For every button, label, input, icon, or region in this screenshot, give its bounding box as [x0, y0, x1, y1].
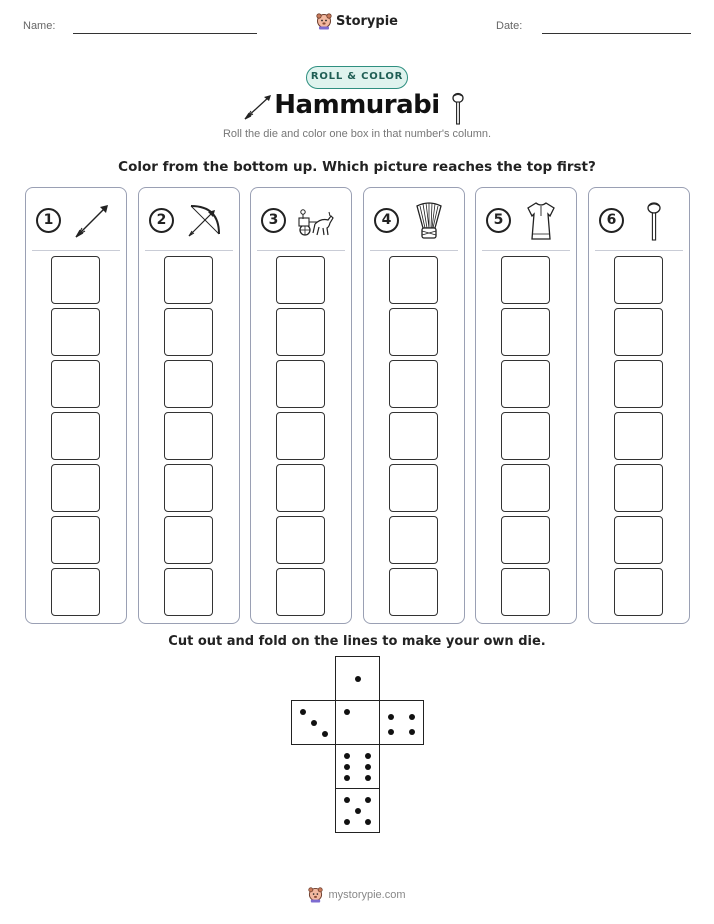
color-box[interactable]: [389, 412, 438, 460]
column-number-5: 5: [486, 208, 511, 233]
color-box[interactable]: [501, 516, 550, 564]
color-box[interactable]: [276, 568, 325, 616]
die-face-6[interactable]: [335, 744, 380, 789]
column-5: [475, 187, 577, 624]
column-number-3: 3: [261, 208, 286, 233]
color-box[interactable]: [276, 308, 325, 356]
color-box[interactable]: [501, 360, 550, 408]
column-number-6: 6: [599, 208, 624, 233]
column-2: [138, 187, 240, 624]
color-box[interactable]: [276, 256, 325, 304]
brand-logo: [0, 12, 714, 30]
color-box[interactable]: [51, 412, 100, 460]
color-box[interactable]: [614, 308, 663, 356]
roll-and-color-badge: ROLL & COLOR: [306, 66, 408, 89]
color-box[interactable]: [614, 360, 663, 408]
color-box[interactable]: [51, 516, 100, 564]
cut-instruction: Cut out and fold on the lines to make your own die.: [168, 634, 546, 649]
color-box[interactable]: [164, 256, 213, 304]
color-box[interactable]: [51, 360, 100, 408]
brand-name: Storypie: [336, 13, 398, 29]
name-line[interactable]: [73, 33, 257, 34]
color-box[interactable]: [164, 308, 213, 356]
column-6: [588, 187, 690, 624]
color-box[interactable]: [276, 412, 325, 460]
die-face-5[interactable]: [335, 788, 380, 833]
footer: [0, 886, 714, 903]
column-1: [25, 187, 127, 624]
scepter-icon: [633, 200, 675, 242]
column-number-2: 2: [149, 208, 174, 233]
color-box[interactable]: [164, 360, 213, 408]
color-box[interactable]: [389, 568, 438, 616]
column-4: [363, 187, 465, 624]
column-number-1: 1: [36, 208, 61, 233]
color-box[interactable]: [164, 412, 213, 460]
storypie-mascot-icon: [316, 12, 332, 30]
subtitle: Roll the die and color one box in that number's column.: [222, 128, 492, 140]
color-box[interactable]: [501, 308, 550, 356]
die-face-4[interactable]: [379, 700, 424, 745]
color-box[interactable]: [614, 256, 663, 304]
color-box[interactable]: [276, 464, 325, 512]
instruction-text: Color from the bottom up. Which picture reaches the top first?: [118, 159, 596, 175]
date-label: Date:: [496, 20, 523, 32]
color-box[interactable]: [501, 256, 550, 304]
feather-fan-icon: [408, 200, 450, 242]
color-box[interactable]: [51, 308, 100, 356]
color-box[interactable]: [164, 516, 213, 564]
color-box[interactable]: [389, 256, 438, 304]
page-title: Hammurabi: [274, 90, 440, 120]
die-face-3[interactable]: [291, 700, 336, 745]
color-box[interactable]: [276, 360, 325, 408]
column-number-4: 4: [374, 208, 399, 233]
color-box[interactable]: [501, 568, 550, 616]
footer-url[interactable]: mystorypie.com: [328, 888, 406, 901]
color-box[interactable]: [614, 516, 663, 564]
chariot-icon: [295, 200, 337, 242]
color-box[interactable]: [51, 568, 100, 616]
bow-and-arrow-icon: [183, 200, 225, 242]
color-box[interactable]: [51, 256, 100, 304]
die-face-1[interactable]: [335, 656, 380, 701]
color-box[interactable]: [501, 412, 550, 460]
color-box[interactable]: [164, 464, 213, 512]
color-box[interactable]: [614, 464, 663, 512]
color-box[interactable]: [51, 464, 100, 512]
color-box[interactable]: [501, 464, 550, 512]
die-face-1[interactable]: [335, 700, 380, 745]
color-box[interactable]: [389, 308, 438, 356]
scepter-icon: [447, 92, 469, 126]
color-box[interactable]: [389, 464, 438, 512]
arrow-icon: [70, 200, 112, 242]
color-box[interactable]: [389, 360, 438, 408]
storypie-mascot-icon: [308, 886, 323, 903]
date-line[interactable]: [542, 33, 691, 34]
color-box[interactable]: [614, 568, 663, 616]
color-box[interactable]: [164, 568, 213, 616]
column-3: [250, 187, 352, 624]
name-label: Name:: [23, 20, 56, 32]
color-box[interactable]: [389, 516, 438, 564]
color-box[interactable]: [276, 516, 325, 564]
tunic-icon: [520, 200, 562, 242]
color-box[interactable]: [614, 412, 663, 460]
